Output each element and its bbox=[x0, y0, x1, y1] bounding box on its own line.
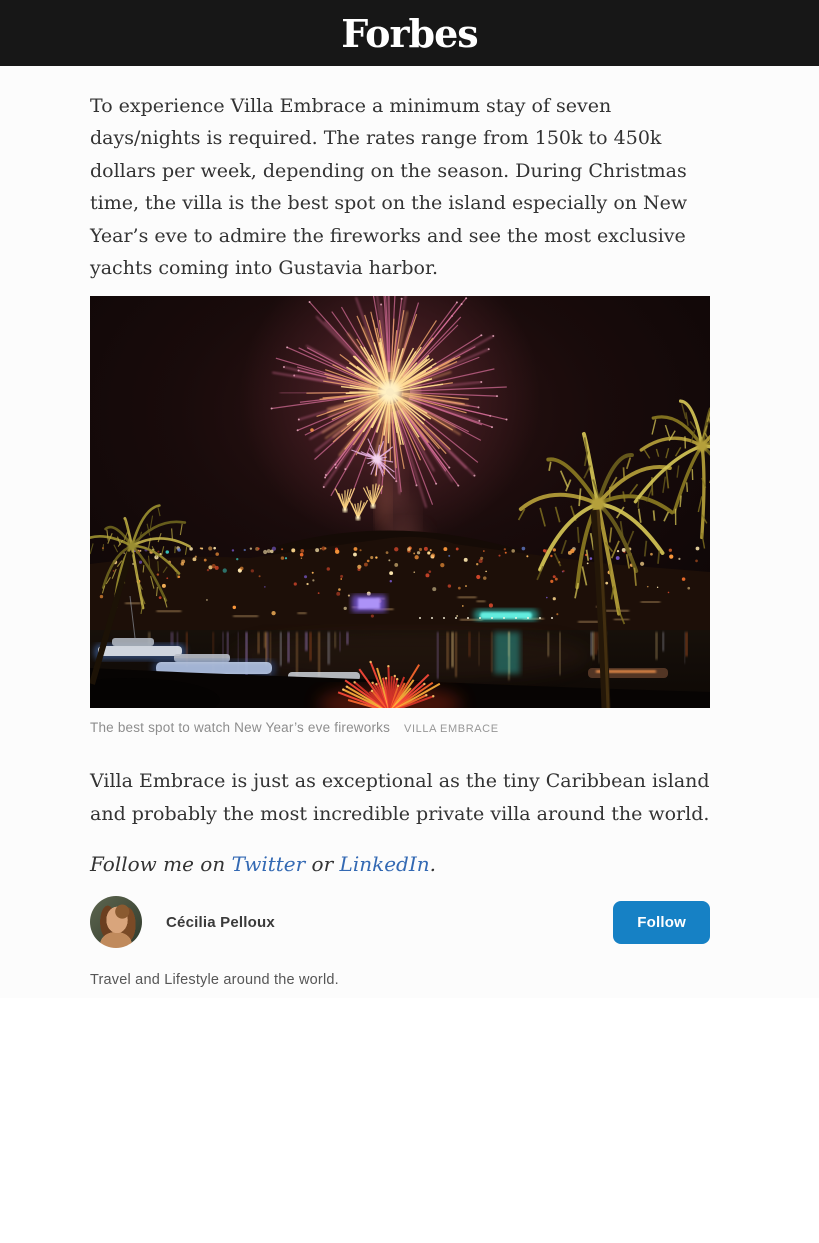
closing-paragraph: Villa Embrace is just as exceptional as the tiny Caribbean island and probably the most incredible private villa around the world. bbox=[90, 765, 710, 830]
follow-or: or bbox=[305, 852, 339, 876]
caption-text: The best spot to watch New Year’s eve fireworks bbox=[90, 720, 390, 735]
linkedin-link[interactable]: LinkedIn bbox=[340, 852, 430, 876]
forbes-logo[interactable]: Forbes bbox=[341, 11, 477, 56]
author-name[interactable]: Cécilia Pelloux bbox=[166, 914, 275, 931]
harbor-figure bbox=[90, 296, 710, 735]
follow-me-line bbox=[90, 852, 710, 876]
author-bio: Travel and Lifestyle around the world. bbox=[90, 972, 710, 988]
forbes-header bbox=[0, 0, 819, 66]
follow-prefix: Follow me on bbox=[90, 852, 232, 876]
follow-suffix: . bbox=[430, 852, 436, 876]
caption-credit: VILLA EMBRACE bbox=[404, 723, 499, 735]
author-avatar[interactable] bbox=[90, 896, 142, 948]
twitter-link[interactable]: Twitter bbox=[232, 852, 306, 876]
figure-caption bbox=[90, 720, 710, 735]
author-card bbox=[90, 896, 710, 948]
follow-button[interactable]: Follow bbox=[613, 901, 710, 944]
bottom-whitespace bbox=[0, 998, 819, 1243]
article-body bbox=[90, 66, 710, 988]
fireworks-harbor-photo bbox=[90, 296, 710, 708]
intro-paragraph: To experience Villa Embrace a minimum stay of seven days/nights is required. The rates range from 150k to 450k dollars per week, depending on the season. During Christmas time, the villa is the best spot on the island especially on New Year’s eve to admire the fireworks and see the most exclusive yachts coming into Gustavia harbor. bbox=[90, 66, 710, 284]
